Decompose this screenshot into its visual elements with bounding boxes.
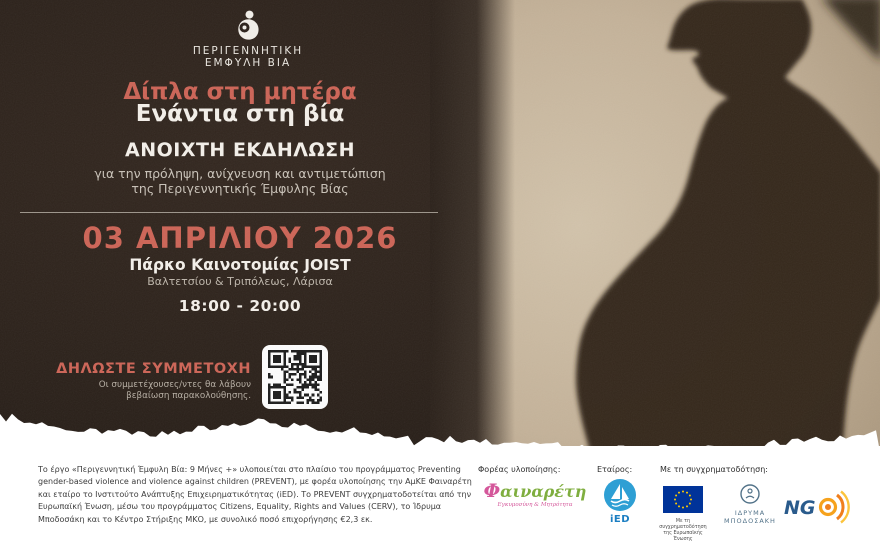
cta-note-line2: βεβαίωση παρακολούθησης. [126,391,251,402]
event-type-heading: ΑΝΟΙΧΤΗ ΕΚΔΗΛΩΣΗ [125,139,355,161]
eu-caption-line1: Με τη συγχρηματοδότηση [659,519,707,530]
event-description [0,166,480,197]
event-time: 18:00 - 20:00 [178,297,302,315]
phaenarete-name: Φαιναρέτη [483,480,587,502]
tagline-accent: Δίπλα στη μητέρα [123,79,357,105]
eu-caption-line2: της Ευρωπαϊκής Ένωσης [663,530,703,542]
bodossaki-name [720,509,780,526]
brand-name-line2: ΕΜΦΥΛΗ ΒΙΑ [204,57,292,69]
event-address: Βαλτετσίου & Τριπόλεως, Λάρισα [147,275,333,288]
divider-line [20,212,438,213]
ngo-swirl-icon [784,490,850,526]
bodossaki-logo [720,484,780,526]
bodossaki-name-line2: ΜΠΟΔΟΣΑΚΗ [724,517,776,526]
eu-flag-icon [663,486,703,513]
ied-name: iED [609,514,631,525]
ied-logo [597,478,643,525]
event-venue: Πάρκο Καινοτομίας JOIST [129,256,351,274]
ngo-logo [784,490,850,530]
torn-paper-edge [0,390,880,450]
taglines [0,81,480,126]
pregnant-figure-icon [233,10,263,42]
event-description-line1: για την πρόληψη, ανίχνευση και αντιμετώπιση [94,166,386,181]
eu-caption [657,519,709,543]
poster-content [0,0,480,455]
tagline-white: Ενάντια στη βία [135,101,345,127]
event-date: 03 ΑΠΡΙΛΙΟΥ 2026 [82,221,398,255]
footer [0,446,880,558]
implementer-label: Φορέας υλοποίησης: [478,465,561,474]
ied-sailboat-icon [603,478,637,512]
phaenarete-subtitle: Εγκυμοσύνη & Μητρότητα [497,502,573,508]
svg-text:NG: NG [784,497,816,519]
cta-label: ΔΗΛΩΣΤΕ ΣΥΜΜΕΤΟΧΗ [56,361,251,377]
partner-label: Εταίρος: [597,465,633,474]
phaenarete-logo [476,482,594,508]
bodossaki-name-line1: ΙΔΡΥΜΑ [734,509,766,517]
brand-name-line1: ΠΕΡΙΓΕΝΝΗΤΙΚΗ [192,45,304,57]
event-description-line2: της Περιγεννητικής Έμφυλης Βίας [131,181,349,197]
pregnant-silhouette-photo [430,0,880,450]
brand-lockup [140,10,356,69]
cta-note-line1: Οι συμμετέχουσες/ντες θα λάβουν [98,380,251,390]
project-description: Το έργο «Περιγεννητική Έμφυλη Βία: 9 Μήνες +» υλοποιείται στο πλαίσιο του προγράμματος Preventing gender-based violence and violence against children (PREVENT), με φορέα υλοποίησης την ΑμΚΕ Φαιναρέτη και εταίρο το Ινστιτούτο Ανάπτυξης Επιχειρηματικότητας (iED). Το PREVENT συγχρηματοδοτείται από την Ευρωπαϊκή Ένωση, μέσω του προγράμματος Citizens, Equality, Rights and Values (CERV), το Ίδρυμα Μποδοσάκη και το Κέντρο Στήριξης ΜΚΟ, με συνολικό ποσό επιχορήγησης €2,3 εκ. [38,465,472,524]
eu-flag-logo [657,486,709,543]
cofund-label: Με τη συγχρηματοδότηση: [660,465,768,474]
bodossaki-emblem-icon [740,484,760,504]
